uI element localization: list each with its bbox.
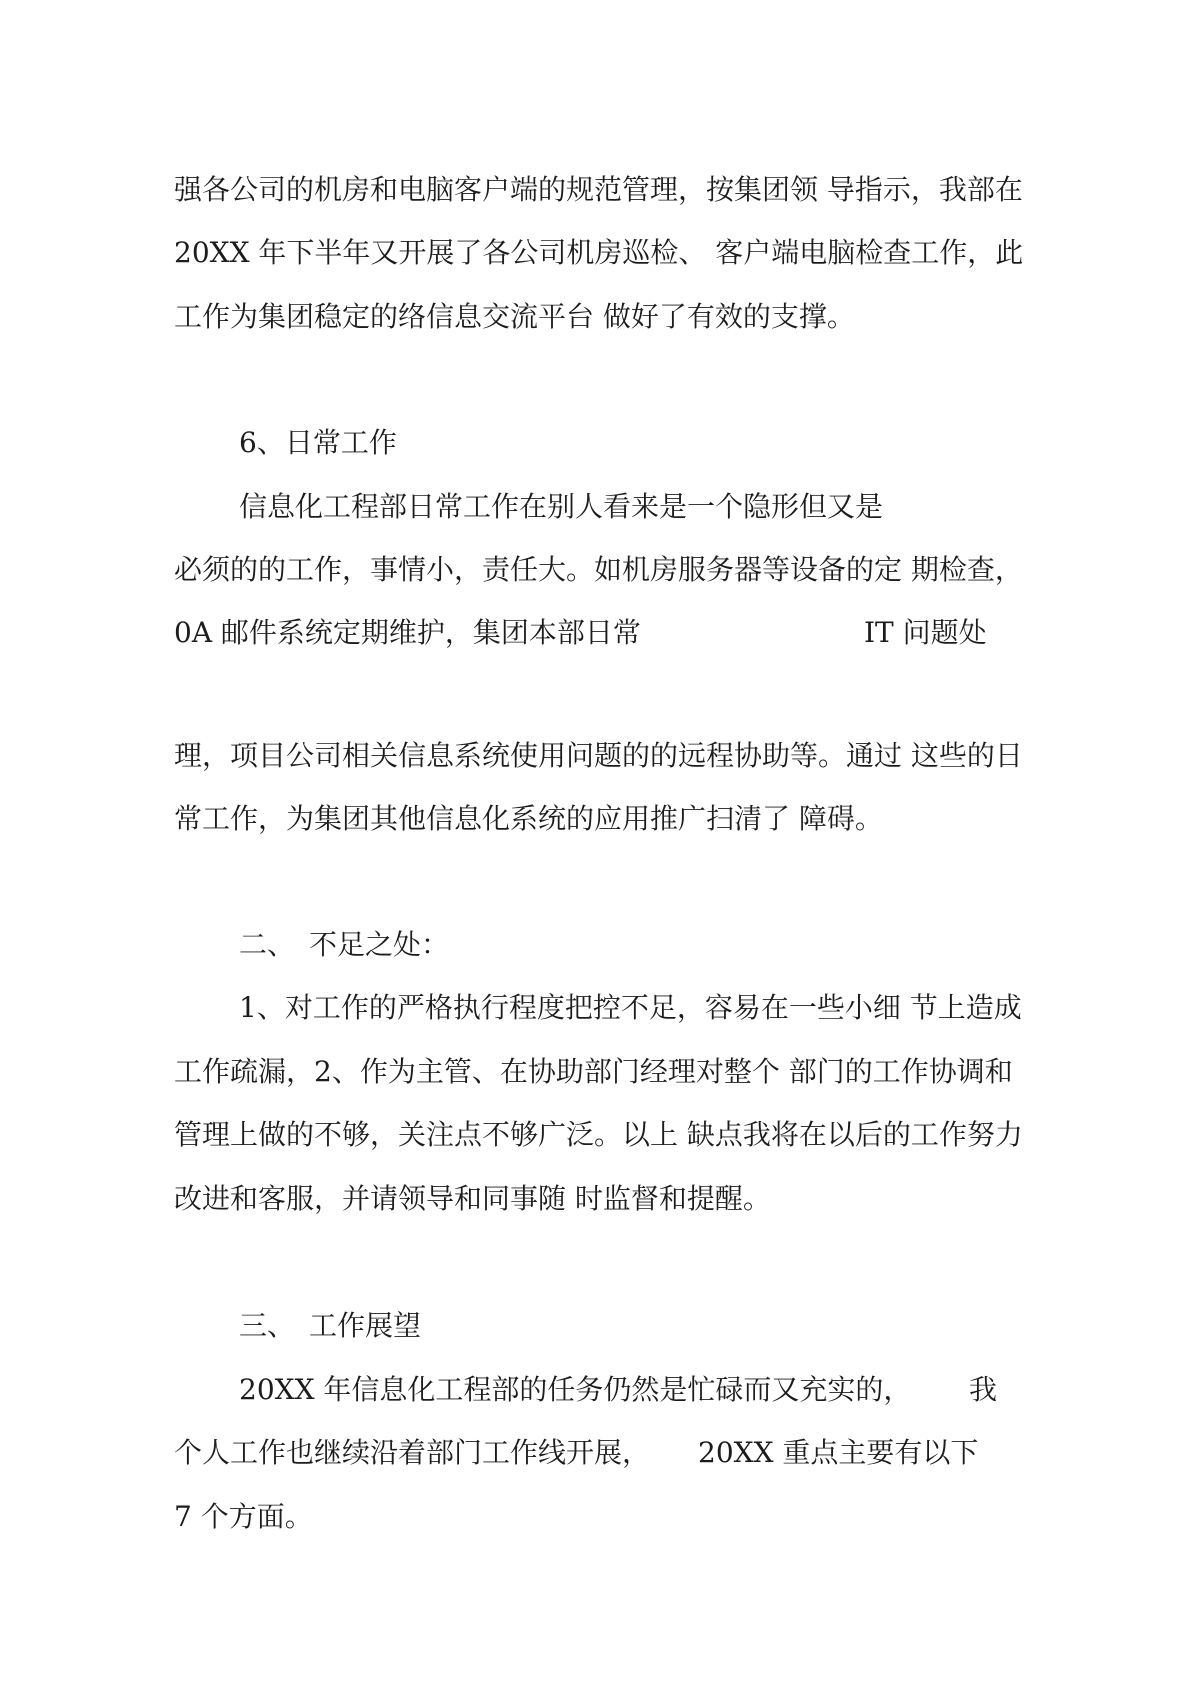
paragraph-line: 理，项目公司相关信息系统使用问题的的远程协助等。通过 这些的日 (174, 739, 1023, 772)
paragraph-line: 工作疏漏，2、作为主管、在协助部门经理对整个 部门的工作协调和 (174, 1055, 1013, 1088)
section-heading-shortcomings: 不足之处： (309, 928, 450, 961)
paragraph-line: 1、对工作的严格执行程度把控不足，容易在一些小细 节上造成 (239, 991, 1022, 1024)
paragraph-line: 0A 邮件系统定期维护，集团本部日常 (174, 616, 641, 649)
paragraph-line-fragment: IT 问题处 (864, 616, 987, 649)
paragraph-line-fragment: 我 (969, 1373, 998, 1406)
paragraph-line: 20XX 年信息化工程部的任务仍然是忙碌而又充实的， (239, 1373, 912, 1406)
paragraph-line: 必须的的工作，事情小，责任大。如机房服务器等设备的定 期检查， (174, 553, 1023, 586)
section-number-outlook: 三、 (239, 1309, 296, 1342)
section-number-shortcomings: 二、 (239, 928, 296, 961)
paragraph-line-fragment: 20XX 重点主要有以下 (698, 1436, 979, 1469)
section-heading-outlook: 工作展望 (309, 1309, 422, 1342)
paragraph-line: 管理上做的不够，关注点不够广泛。以上 缺点我将在以后的工作努力 (174, 1118, 1023, 1151)
paragraph-line: 7 个方面。 (174, 1500, 313, 1533)
paragraph-line: 改进和客服，并请领导和同事随 时监督和提醒。 (174, 1182, 771, 1215)
paragraph-line: 个人工作也继续沿着部门工作线开展， (174, 1436, 651, 1469)
paragraph-line: 常工作，为集团其他信息化系统的应用推广扫清了 障碍。 (174, 802, 883, 835)
section-heading-daily-work: 6、日常工作 (239, 426, 397, 459)
paragraph-line: 工作为集团稳定的络信息交流平台 做好了有效的支撑。 (174, 300, 855, 333)
paragraph-line: 20XX 年下半年又开展了各公司机房巡检、 客户端电脑检查工作，此 (174, 236, 1024, 269)
paragraph-line: 信息化工程部日常工作在别人看来是一个隐形但又是 (239, 490, 884, 523)
paragraph-line: 强各公司的机房和电脑客户端的规范管理，按集团领 导指示，我部在 (174, 173, 1023, 206)
